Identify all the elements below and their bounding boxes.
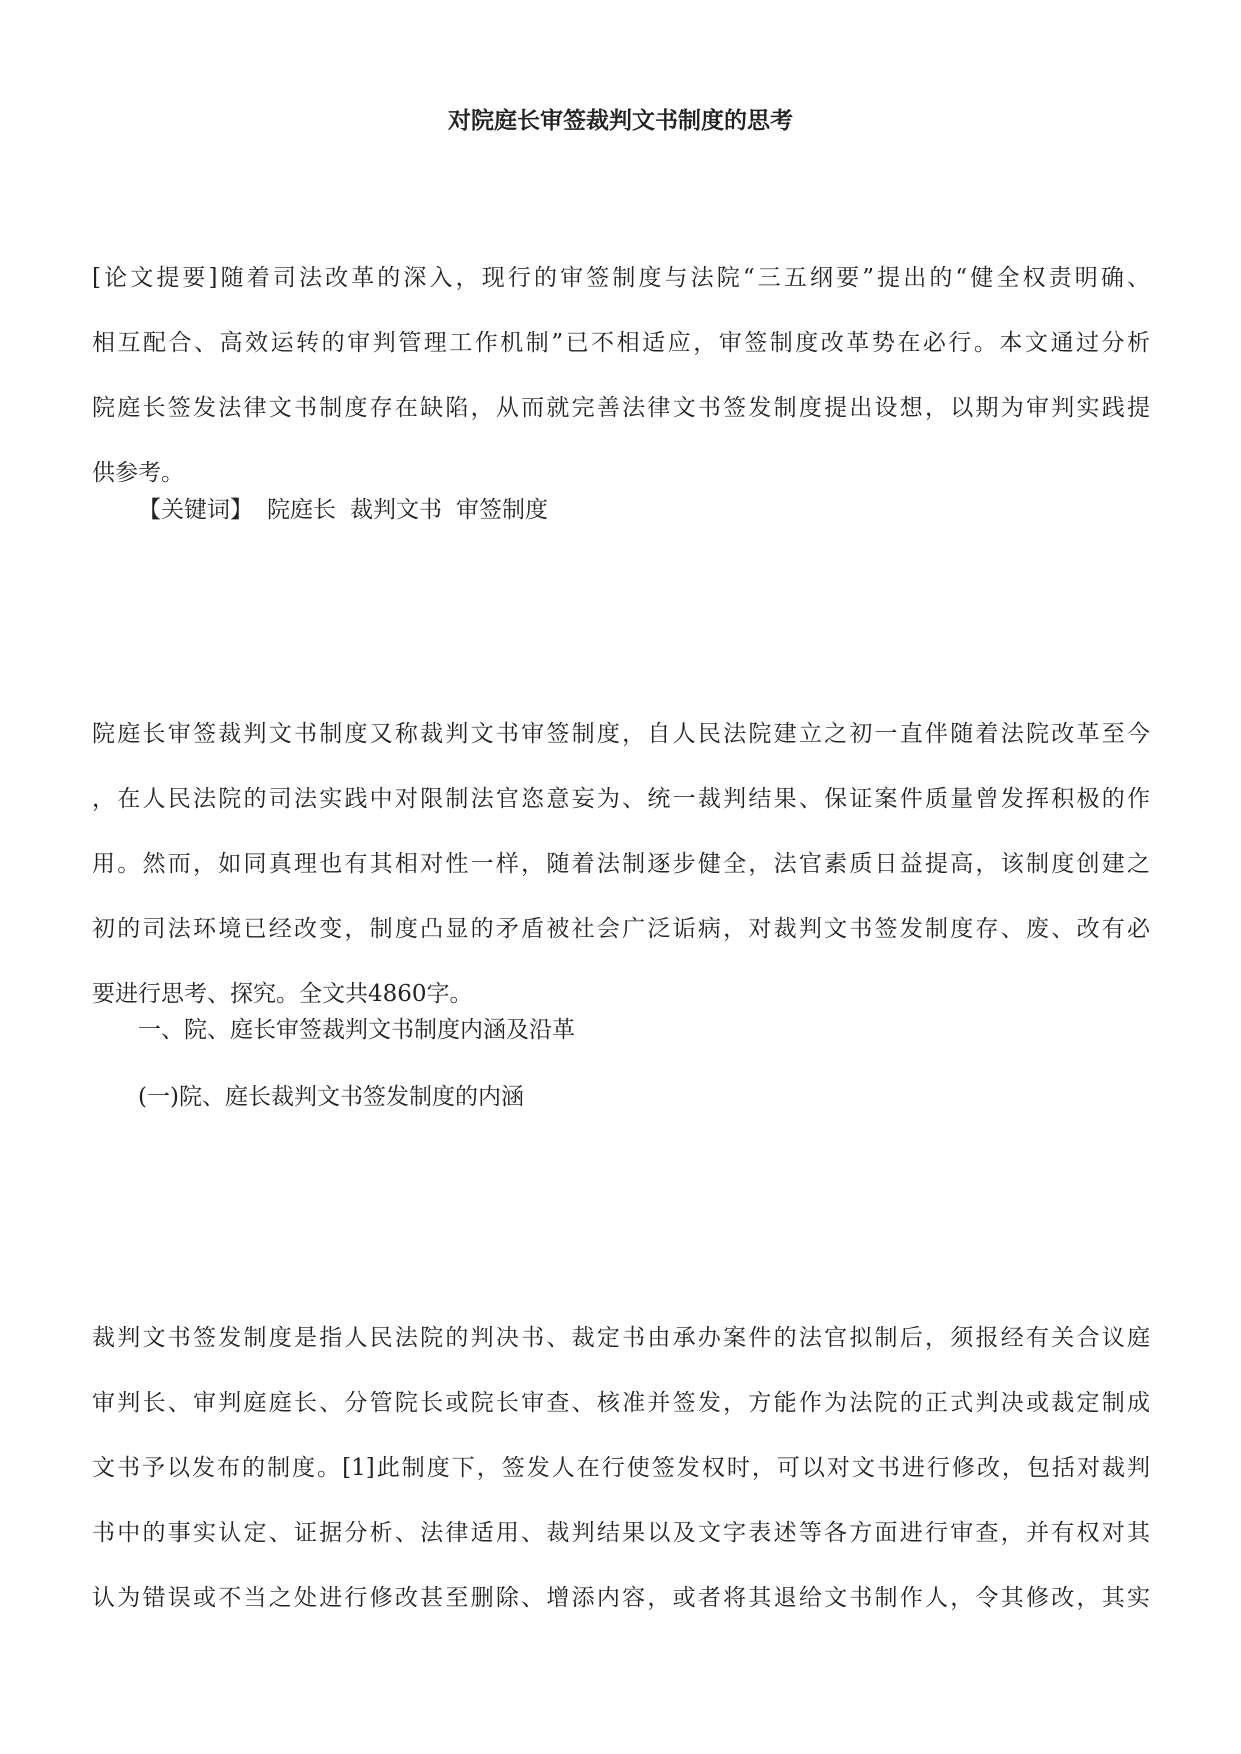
body-line: 文书予以发布的制度。[1]此制度下，签发人在行使签发权时，可以对文书进行修改，包括对裁判 [92,1455,1150,1481]
intro-line: ，在人民法院的司法实践中对限制法官恣意妄为、统一裁判结果、保证案件质量曾发挥积极的作 [92,786,1150,812]
body-paragraph [92,1306,1150,1631]
body-line: 裁判文书签发制度是指人民法院的判决书、裁定书由承办案件的法官拟制后，须报经有关合议庭 [92,1325,1150,1351]
abstract-line: 院庭长签发法律文书制度存在缺陷，从而就完善法律文书签发制度提出设想，以期为审判实践提 [92,395,1150,421]
keyword-item: 审签制度 [456,497,548,523]
subsection-heading: (一)院、庭长裁判文书签发制度的内涵 [138,1084,524,1110]
intro-paragraph [92,702,1150,1027]
section-heading: 一、院、庭长审签裁判文书制度内涵及沿革 [138,1017,575,1043]
intro-line: 初的司法环境已经改变，制度凸显的矛盾被社会广泛诟病，对裁判文书签发制度存、废、改有必 [92,916,1150,942]
body-line: 审判长、审判庭庭长、分管院长或院长审查、核准并签发，方能作为法院的正式判决或裁定制成 [92,1390,1150,1416]
keywords-label: 【关键词】 [138,497,253,523]
abstract-line: 供参考。 [92,460,184,486]
document-title: 对院庭长审签裁判文书制度的思考 [448,107,793,134]
body-line: 认为错误或不当之处进行修改甚至删除、增添内容，或者将其退给文书制作人，令其修改，其实 [92,1585,1150,1611]
body-line: 书中的事实认定、证据分析、法律适用、裁判结果以及文字表述等各方面进行审查，并有权对其 [92,1520,1150,1546]
intro-line: 用。然而，如同真理也有其相对性一样，随着法制逐步健全，法官素质日益提高，该制度创建之 [92,851,1150,877]
keyword-item: 院庭长 [267,497,336,523]
abstract-line: 相互配合、高效运转的审判管理工作机制”已不相适应，审签制度改革势在必行。本文通过分析 [92,330,1150,356]
keyword-item: 裁判文书 [350,497,442,523]
intro-line: 要进行思考、探究。全文共4860字。 [92,981,473,1007]
keywords-line [138,493,548,527]
abstract-line: [论文提要]随着司法改革的深入，现行的审签制度与法院“三五纲要”提出的“健全权责明确、 [92,265,1150,291]
abstract-paragraph [92,246,1150,506]
intro-line: 院庭长审签裁判文书制度又称裁判文书审签制度，自人民法院建立之初一直伴随着法院改革至今 [92,721,1150,747]
